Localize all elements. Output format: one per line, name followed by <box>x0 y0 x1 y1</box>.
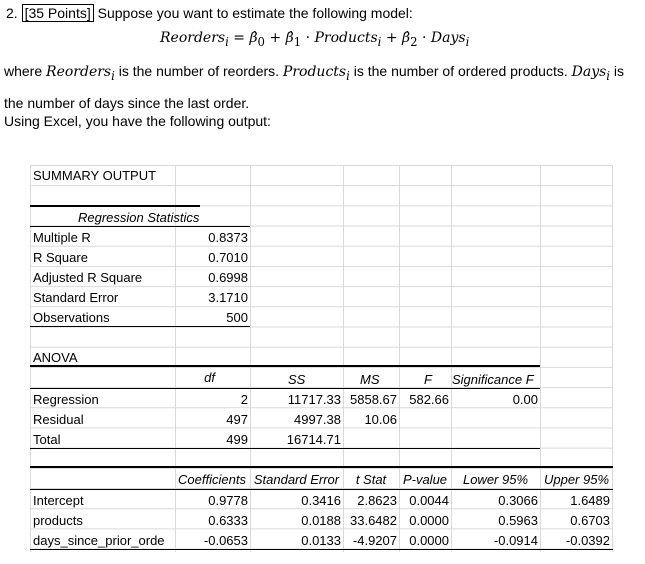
se-header: Standard Error <box>253 472 340 487</box>
tstat-value: 33.6482 <box>350 513 397 528</box>
question-prompt: Suppose you want to estimate the following model: <box>97 5 413 21</box>
anova-df-header: df <box>204 370 215 385</box>
anova-sigf-header: Significance F <box>452 372 534 387</box>
question-number: 2. <box>6 5 18 21</box>
anova-df: 499 <box>226 432 248 447</box>
pvalue-header: P-value <box>402 472 448 487</box>
pvalue-value: 0.0000 <box>409 533 449 548</box>
se-value: 0.0133 <box>301 533 341 548</box>
tstat-value: 2.8623 <box>357 493 397 508</box>
upper95-value: -0.0392 <box>565 533 610 548</box>
summary-title: SUMMARY OUTPUT <box>33 168 157 183</box>
anova-title: ANOVA <box>33 350 78 365</box>
anova-ss: 4997.38 <box>294 412 341 427</box>
excel-intro: Using Excel, you have the following output: <box>4 113 271 129</box>
coef-value: 0.9778 <box>208 493 248 508</box>
anova-row-label: Residual <box>33 412 84 427</box>
anova-ss-header: SS <box>288 372 306 387</box>
variable-definitions: where Reorders$_i$ is the number of reorders. Products$_i$ is the number of ordered products. Days$_i$ is the number of days since the last order. <box>4 63 625 111</box>
anova-sigf: 0.00 <box>512 392 538 407</box>
upper95-value: 1.6489 <box>570 493 610 508</box>
reg-stat-label: Observations <box>33 310 110 325</box>
reg-stat-label: R Square <box>33 250 88 265</box>
lower95-value: -0.0914 <box>493 533 538 548</box>
reg-stat-value: 500 <box>226 310 248 325</box>
anova-df: 497 <box>226 412 248 427</box>
reg-stat-value: 0.7010 <box>208 250 248 265</box>
reg-stat-label: Standard Error <box>33 290 119 305</box>
anova-row-label: Regression <box>33 392 99 407</box>
tstat-header: t Stat <box>355 472 387 487</box>
anova-ms: 5858.67 <box>350 392 397 407</box>
se-value: 0.3416 <box>301 493 341 508</box>
pvalue-value: 0.0044 <box>409 493 449 508</box>
anova-row-label: Total <box>33 432 61 447</box>
question-heading <box>6 4 413 22</box>
se-value: 0.0188 <box>301 513 341 528</box>
coef-value: -0.0653 <box>203 533 248 548</box>
coef-header: Coefficients <box>178 472 246 487</box>
upper95-value: 0.6703 <box>570 513 610 528</box>
points-badge: [35 Points] <box>22 4 94 22</box>
coef-row-label: Intercept <box>33 493 84 508</box>
reg-stat-label: Adjusted R Square <box>33 270 143 285</box>
coef-row-label: products <box>33 513 83 528</box>
lower95-value: 0.5963 <box>498 513 538 528</box>
tstat-value: -4.9207 <box>352 533 397 548</box>
model-equation: Reorders$_i$ = $\betâ_0$ + $\betâ_1$ · Products$_i$ + $\betâ_2$ · Days$_i$ <box>160 30 470 49</box>
lower95-header: Lower 95% <box>462 472 529 487</box>
coef-row-label: days_since_prior_orde <box>33 533 165 548</box>
anova-ss: 11717.33 <box>287 392 341 407</box>
reg-stat-value: 0.6998 <box>208 270 248 285</box>
reg-stat-value: 3.1710 <box>208 290 248 305</box>
reg-stat-value: 0.8373 <box>208 230 248 245</box>
anova-df: 2 <box>240 392 248 407</box>
excel-output-sheet <box>30 165 613 552</box>
anova-ms: 10.06 <box>364 412 397 427</box>
anova-ms-header: MS <box>360 372 380 387</box>
coef-value: 0.6333 <box>208 513 248 528</box>
anova-ss: 16714.71 <box>286 432 341 447</box>
anova-f: 582.66 <box>409 392 449 407</box>
upper95-header: Upper 95% <box>543 472 610 487</box>
reg-stat-label: Multiple R <box>33 230 91 245</box>
anova-f-header: F <box>424 372 432 387</box>
pvalue-value: 0.0000 <box>409 513 449 528</box>
reg-stats-title: Regression Statistics <box>78 210 200 225</box>
lower95-value: 0.3066 <box>498 493 538 508</box>
